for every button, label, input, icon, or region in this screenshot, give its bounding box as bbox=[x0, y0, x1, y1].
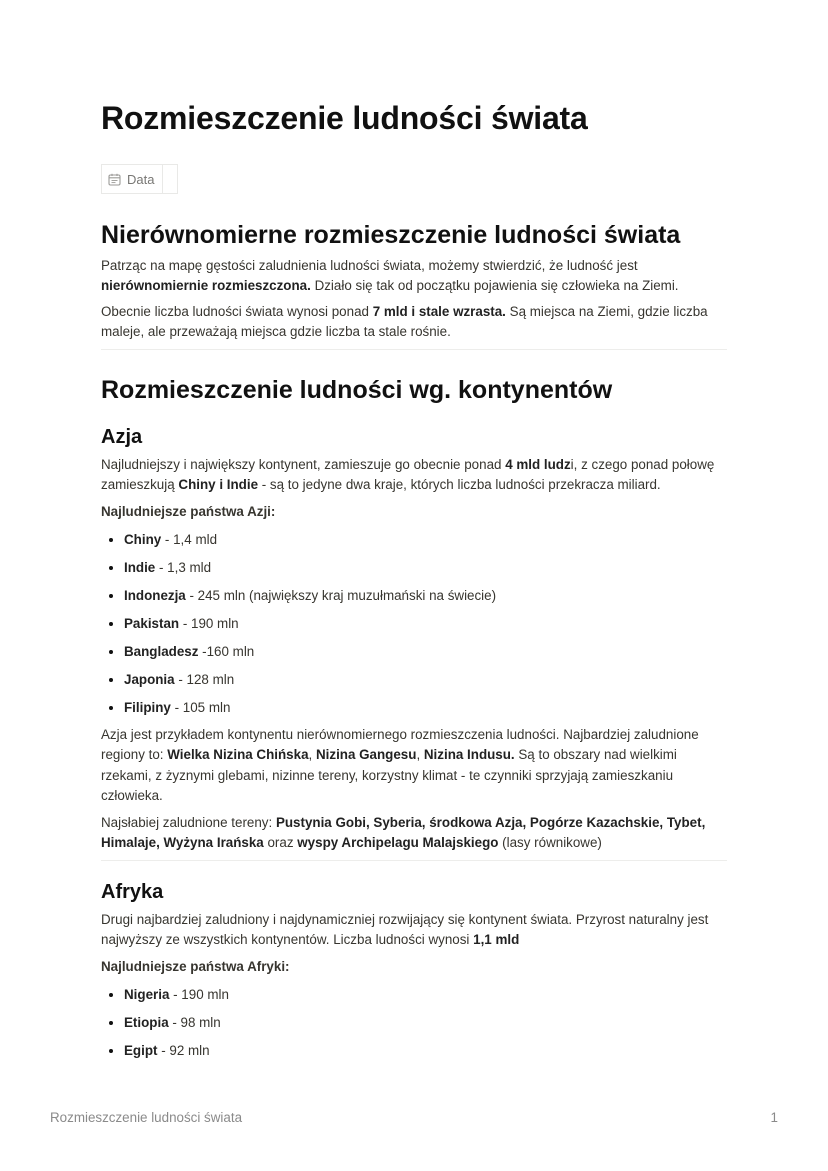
calendar-icon bbox=[108, 173, 121, 186]
subheading-africa: Afryka bbox=[101, 881, 164, 903]
list-item: • Japonia - 128 mln bbox=[124, 666, 750, 694]
asia-paragraph-1: Najludniejszy i największy kontynent, zamieszuje go obecnie ponad 4 mld ludzi, z czego ponad połowę zamieszkują Chiny i Indie - są to jedyne dwa kraje, których liczba ludności przekracza miliard. bbox=[101, 457, 715, 493]
date-property-label: Data bbox=[127, 171, 155, 187]
section-heading-uneven-distribution: Nierównomierne rozmieszczenie ludności świata bbox=[101, 221, 681, 249]
section-heading-by-continent: Rozmieszczenie ludności wg. kontynentów bbox=[101, 376, 613, 404]
asia-paragraph-3: Najsłabiej zaludnione tereny: Pustynia Gobi, Syberia, środkowa Azja, Pogórze Kazachskie, Tybet, Himalaje, Wyżyna Irańska oraz wyspy Archipelagu Malajskiego (lasy równikowe) bbox=[101, 815, 706, 851]
asia-countries-list bbox=[101, 526, 750, 722]
list-item: • Bangladesz -160 mln bbox=[124, 638, 750, 666]
africa-list-label: Najludniejsze państwa Afryki: bbox=[101, 959, 290, 974]
list-item: • Indie - 1,3 mld bbox=[124, 554, 750, 582]
footer-page-number: 1 bbox=[770, 1110, 778, 1125]
list-item: • Nigeria - 190 mln bbox=[124, 981, 750, 1009]
footer-document-title: Rozmieszczenie ludności świata bbox=[50, 1110, 243, 1125]
date-property-value[interactable] bbox=[162, 165, 177, 193]
divider bbox=[101, 349, 727, 350]
africa-countries-list bbox=[101, 981, 750, 1065]
date-property-name bbox=[102, 165, 162, 193]
africa-paragraph-1: Drugi najbardziej zaludniony i najdynamiczniej rozwijający się kontynent świata. Przyrost naturalny jest najwyższy ze wszystkich kontynentów. Liczba ludności wynosi 1,1 mld bbox=[101, 912, 709, 948]
subheading-asia: Azja bbox=[101, 426, 143, 448]
section1-paragraph-1: Patrząc na mapę gęstości zaludnienia ludności świata, możemy stwierdzić, że ludność jest nierównomiernie rozmieszczona. Działo się tak od początku pojawienia się człowieka na Ziemi. bbox=[101, 258, 679, 294]
list-item: • Egipt - 92 mln bbox=[124, 1037, 750, 1065]
asia-list-label: Najludniejsze państwa Azji: bbox=[101, 504, 276, 519]
list-item: • Indonezja - 245 mln (największy kraj muzułmański na świecie) bbox=[124, 582, 750, 610]
date-property[interactable] bbox=[101, 164, 178, 194]
page-title: Rozmieszczenie ludności świata bbox=[101, 100, 588, 136]
divider bbox=[101, 860, 727, 861]
list-item: • Pakistan - 190 mln bbox=[124, 610, 750, 638]
list-item: • Etiopia - 98 mln bbox=[124, 1009, 750, 1037]
list-item: • Filipiny - 105 mln bbox=[124, 694, 750, 722]
asia-paragraph-2: Azja jest przykładem kontynentu nierównomiernego rozmieszczenia ludności. Najbardziej zaludnione regiony to: Wielka Nizina Chińska, Nizina Gangesu, Nizina Indusu. Są to obszary nad wielkimi rzekami, z żyznymi glebami, nizinne tereny, korzystny klimat - te czynniki sprzyjają zamieszkaniu człowieka. bbox=[101, 727, 699, 804]
list-item: • Chiny - 1,4 mld bbox=[124, 526, 750, 554]
section1-paragraph-2: Obecnie liczba ludności świata wynosi ponad 7 mld i stale wzrasta. Są miejsca na Ziemi, gdzie liczba maleje, ale przeważają miejsca gdzie liczba ta stale rośnie. bbox=[101, 304, 708, 340]
